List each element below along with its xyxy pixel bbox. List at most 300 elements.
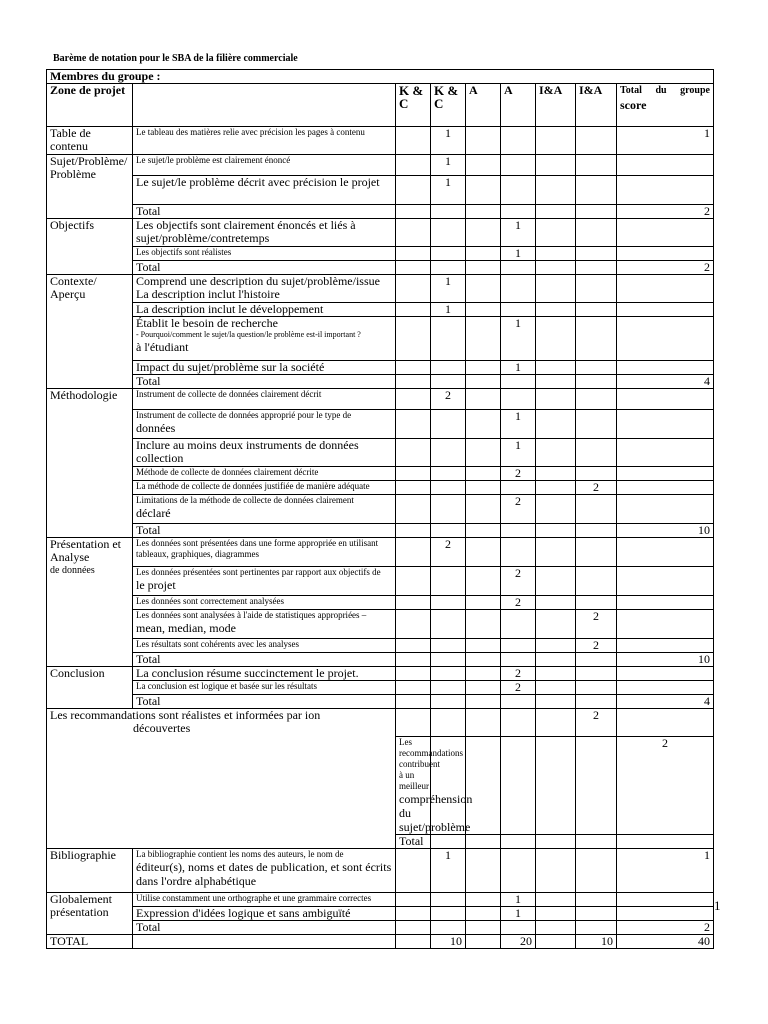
- score-cell: [431, 261, 466, 275]
- score-cell: [576, 127, 617, 155]
- total-cell: [617, 481, 714, 495]
- score-cell: [431, 567, 466, 596]
- score-cell: [617, 835, 714, 849]
- total-cell: [617, 709, 714, 737]
- score-cell: [536, 467, 576, 481]
- total-cell: 1: [617, 849, 714, 893]
- criteria-cell: [396, 835, 431, 849]
- table-row: [47, 667, 714, 681]
- grand-total-kc: 10: [431, 935, 466, 949]
- score-cell: [576, 567, 617, 596]
- grand-total-ia: 10: [576, 935, 617, 949]
- score-cell: [396, 389, 431, 410]
- criteria-cell: [133, 439, 396, 467]
- score-cell: [396, 127, 431, 155]
- table-row: [47, 481, 714, 495]
- score-cell: [536, 317, 576, 361]
- total-cell: [617, 907, 714, 921]
- score-cell: [396, 467, 431, 481]
- score-cell: [536, 667, 576, 681]
- score-cell: [396, 695, 431, 709]
- criteria-text: Instrument de collecte de données clairement décrit: [136, 389, 322, 399]
- score-cell: [576, 921, 617, 935]
- score-cell: [576, 653, 617, 667]
- zone-cell: [47, 389, 133, 538]
- zone-label: Table de contenu: [50, 126, 91, 153]
- score-cell: [536, 610, 576, 639]
- score-cell: [576, 524, 617, 538]
- criteria-cell: [133, 389, 396, 410]
- score-cell: [396, 709, 431, 737]
- score-cell: 2: [501, 681, 536, 695]
- criteria-text: Total: [136, 694, 161, 708]
- score-cell: [576, 205, 617, 219]
- score-cell: [536, 261, 576, 275]
- header-total: [617, 84, 714, 127]
- header-row: [47, 84, 714, 127]
- score-cell: [536, 524, 576, 538]
- score-cell: 1: [501, 439, 536, 467]
- score-cell: [536, 567, 576, 596]
- score-cell: [431, 639, 466, 653]
- score-cell: [396, 361, 431, 375]
- criteria-text: Établit le besoin de recherche: [136, 316, 278, 330]
- document-title: Barème de notation pour le SBA de la filière commerciale: [53, 53, 298, 64]
- table-row: [47, 681, 714, 695]
- score-cell: [431, 667, 466, 681]
- score-cell: [466, 155, 501, 176]
- score-cell: 2: [576, 709, 617, 737]
- criteria-note: - Pourquoi/comment le sujet/la question/le problème est-il important ?: [136, 330, 361, 339]
- score-cell: [576, 737, 617, 835]
- score-cell: [536, 275, 576, 303]
- criteria-text: La description inclut le développement: [136, 302, 324, 316]
- score-cell: [501, 275, 536, 303]
- criteria-text: Total: [136, 523, 161, 537]
- score-cell: [576, 303, 617, 317]
- zone-cell: [47, 893, 133, 935]
- criteria-text: Total: [136, 652, 161, 666]
- criteria-cell: [133, 907, 396, 921]
- total-cell: [617, 610, 714, 639]
- score-cell: [466, 247, 501, 261]
- score-cell: [466, 375, 501, 389]
- criteria-text: Le tableau des matières relie avec précision les pages à contenu: [136, 127, 365, 137]
- score-cell: [576, 467, 617, 481]
- score-cell: [466, 538, 501, 567]
- zone-label: Conclusion: [50, 666, 105, 680]
- total-cell: [617, 389, 714, 410]
- score-cell: [536, 695, 576, 709]
- score-cell: [501, 389, 536, 410]
- zone-cell: [47, 667, 133, 709]
- criteria-cell: [133, 303, 396, 317]
- score-cell: [536, 303, 576, 317]
- criteria-cell: [133, 567, 396, 596]
- zone-cell: [47, 275, 133, 389]
- header-total-label: Total du groupe: [620, 85, 710, 96]
- total-cell: [617, 155, 714, 176]
- score-cell: [576, 155, 617, 176]
- score-cell: [536, 596, 576, 610]
- table-row: [47, 219, 714, 247]
- score-cell: [431, 893, 466, 907]
- criteria-cell: [133, 261, 396, 275]
- score-cell: [396, 275, 431, 303]
- score-cell: 2: [576, 639, 617, 653]
- score-cell: [576, 410, 617, 439]
- zone-label: Sujet/Problème/ Problème: [50, 154, 128, 181]
- score-cell: [576, 907, 617, 921]
- score-cell: [576, 389, 617, 410]
- criteria-continuation: éditeur(s), noms et dates de publication, et sont écrits dans l'ordre alphabétique: [136, 860, 392, 888]
- total-cell: 4: [617, 375, 714, 389]
- score-cell: [536, 538, 576, 567]
- score-cell: 2: [576, 610, 617, 639]
- score-cell: [576, 439, 617, 467]
- score-cell: [576, 681, 617, 695]
- score-cell: [396, 667, 431, 681]
- score-cell: [396, 610, 431, 639]
- score-cell: [431, 219, 466, 247]
- total-cell: [617, 596, 714, 610]
- criteria-text: Méthode de collecte de données clairement décrite: [136, 467, 319, 477]
- score-cell: [396, 921, 431, 935]
- score-cell: [501, 205, 536, 219]
- zone-label: Les recommandations sont réalistes et informées par ion: [50, 708, 321, 722]
- score-cell: 1: [431, 127, 466, 155]
- total-cell: 4: [617, 695, 714, 709]
- header-ia-2: I&A: [576, 84, 617, 127]
- score-cell: [431, 695, 466, 709]
- score-cell: [431, 439, 466, 467]
- criteria-text: Instrument de collecte de données approprié pour le type de: [136, 410, 352, 420]
- score-cell: [466, 439, 501, 467]
- criteria-continuation: données: [136, 421, 176, 435]
- score-cell: [466, 610, 501, 639]
- grand-total-label: TOTAL: [47, 935, 133, 949]
- members-row: [47, 70, 714, 84]
- score-cell: [536, 639, 576, 653]
- score-cell: [466, 709, 501, 737]
- score-cell: [576, 538, 617, 567]
- criteria-text: Total: [399, 834, 424, 848]
- header-a-2: A: [501, 84, 536, 127]
- table-row: [47, 495, 714, 524]
- score-cell: 1: [501, 907, 536, 921]
- criteria-cell: [133, 695, 396, 709]
- score-cell: [431, 410, 466, 439]
- score-cell: [396, 261, 431, 275]
- score-cell: [396, 303, 431, 317]
- score-cell: [576, 375, 617, 389]
- total-cell: [617, 247, 714, 261]
- total-cell: [617, 219, 714, 247]
- score-cell: [501, 639, 536, 653]
- score-cell: [536, 410, 576, 439]
- grand-total-score: 40: [617, 935, 714, 949]
- zone-label: Méthodologie: [50, 388, 118, 402]
- score-cell: [536, 176, 576, 205]
- score-cell: [396, 155, 431, 176]
- score-cell: 2: [501, 495, 536, 524]
- score-cell: [466, 653, 501, 667]
- zone-cell: [47, 127, 133, 155]
- score-cell: [396, 205, 431, 219]
- score-cell: [466, 737, 501, 835]
- criteria-cell: [133, 481, 396, 495]
- score-cell: 2: [501, 567, 536, 596]
- score-cell: 1: [501, 247, 536, 261]
- score-cell: [576, 596, 617, 610]
- score-cell: 1: [431, 176, 466, 205]
- score-cell: [431, 921, 466, 935]
- score-cell: 2: [431, 538, 466, 567]
- score-cell: 2: [576, 481, 617, 495]
- criteria-cell: [133, 247, 396, 261]
- score-cell: [396, 596, 431, 610]
- table-row: [47, 538, 714, 567]
- score-cell: [466, 921, 501, 935]
- score-cell: [466, 205, 501, 219]
- score-cell: [431, 907, 466, 921]
- total-cell: [617, 538, 714, 567]
- score-cell: [576, 317, 617, 361]
- table-row: [47, 524, 714, 538]
- score-cell: [536, 893, 576, 907]
- total-cell: 2: [617, 921, 714, 935]
- score-cell: [466, 127, 501, 155]
- zone-label: Présentation et Analyse: [50, 537, 121, 564]
- score-cell: [466, 695, 501, 709]
- criteria-cell: [133, 361, 396, 375]
- criteria-text: Les recommandations contribuent à un meilleur: [399, 737, 463, 791]
- score-cell: [466, 219, 501, 247]
- score-cell: [466, 303, 501, 317]
- grand-total-a: 20: [501, 935, 536, 949]
- criteria-continuation: compréhension du sujet/problème: [399, 792, 473, 834]
- zone-label: Contexte/ Aperçu: [50, 274, 97, 301]
- header-criteria: [133, 84, 396, 127]
- score-cell: [466, 275, 501, 303]
- criteria-cell: [133, 410, 396, 439]
- total-cell: 2: [617, 205, 714, 219]
- score-cell: [536, 481, 576, 495]
- criteria-text: Les données sont correctement analysées: [136, 596, 284, 606]
- total-cell: [617, 439, 714, 467]
- score-cell: [431, 361, 466, 375]
- zone-sublabel: de données: [50, 565, 95, 576]
- score-cell: 1: [501, 317, 536, 361]
- score-cell: [466, 176, 501, 205]
- score-cell: [501, 653, 536, 667]
- score-cell: [396, 317, 431, 361]
- header-score: score: [620, 98, 647, 112]
- score-cell: [396, 567, 431, 596]
- zone-label: Objectifs: [50, 218, 94, 232]
- score-cell: [431, 653, 466, 667]
- criteria-continuation: déclaré: [136, 506, 171, 520]
- score-cell: 1: [501, 893, 536, 907]
- score-cell: [576, 495, 617, 524]
- score-cell: [431, 495, 466, 524]
- score-cell: [466, 317, 501, 361]
- criteria-continuation: le projet: [136, 578, 176, 592]
- score-cell: [466, 893, 501, 907]
- criteria-text: Le sujet/le problème est clairement énoncé: [136, 155, 291, 165]
- score-cell: [396, 681, 431, 695]
- criteria-cell: [133, 653, 396, 667]
- score-cell: [501, 921, 536, 935]
- score-cell: 1: [431, 275, 466, 303]
- score-cell: [396, 410, 431, 439]
- criteria-text: Impact du sujet/problème sur la société: [136, 360, 325, 374]
- table-row: [47, 467, 714, 481]
- total-cell: [617, 361, 714, 375]
- score-cell: 1: [431, 303, 466, 317]
- criteria-continuation: à l'étudiant: [136, 340, 189, 354]
- total-cell: [617, 681, 714, 695]
- total-cell: [617, 176, 714, 205]
- score-cell: [396, 375, 431, 389]
- score-cell: [501, 524, 536, 538]
- score-cell: [466, 261, 501, 275]
- total-cell: 2: [617, 261, 714, 275]
- criteria-cell: [133, 538, 396, 567]
- score-cell: [536, 907, 576, 921]
- criteria-cell: [133, 681, 396, 695]
- score-cell: [576, 261, 617, 275]
- criteria-text: Les données sont présentées dans une forme appropriée en utilisant tableaux, graphiques, diagrammes: [136, 538, 379, 559]
- criteria-cell: [133, 610, 396, 639]
- criteria-cell: [133, 639, 396, 653]
- criteria-cell: [133, 467, 396, 481]
- score-cell: [536, 361, 576, 375]
- criteria-cell: [133, 524, 396, 538]
- criteria-text: Expression d'idées logique et sans ambiguïté: [136, 906, 351, 920]
- score-cell: [396, 247, 431, 261]
- criteria-text: Les données sont analysées à l'aide de statistiques appropriées –: [136, 610, 367, 620]
- score-cell: [576, 849, 617, 893]
- score-cell: [396, 639, 431, 653]
- total-cell: [617, 667, 714, 681]
- score-cell: [576, 893, 617, 907]
- score-cell: [536, 389, 576, 410]
- criteria-continuation: découvertes: [133, 721, 191, 735]
- table-row: [47, 893, 714, 907]
- grand-total-ia1: [536, 935, 576, 949]
- criteria-text: Les objectifs sont clairement énoncés et liés à sujet/problème/contretemps: [136, 218, 356, 245]
- total-cell: [617, 567, 714, 596]
- criteria-cell: [133, 893, 396, 907]
- table-row: [47, 375, 714, 389]
- score-cell: [396, 439, 431, 467]
- score-cell: [431, 481, 466, 495]
- score-cell: [466, 639, 501, 653]
- table-row: [47, 907, 714, 921]
- score-cell: [501, 849, 536, 893]
- score-cell: [466, 849, 501, 893]
- score-cell: [466, 481, 501, 495]
- criteria-text: Comprend une description du sujet/problème/issue La description inclut l'histoire: [136, 274, 380, 301]
- zone-cell: [47, 538, 133, 667]
- criteria-text: La conclusion est logique et basée sur les résultats: [136, 681, 317, 691]
- score-cell: [536, 681, 576, 695]
- table-row: [47, 247, 714, 261]
- criteria-text: La bibliographie contient les noms des auteurs, le nom de: [136, 849, 344, 859]
- score-cell: [431, 596, 466, 610]
- zone-cell: [47, 219, 133, 275]
- score-cell: [396, 907, 431, 921]
- score-cell: [396, 893, 431, 907]
- score-cell: [396, 849, 431, 893]
- score-cell: [576, 219, 617, 247]
- criteria-text: Inclure au moins deux instruments de données collection: [136, 438, 359, 465]
- score-cell: [396, 524, 431, 538]
- score-cell: [536, 155, 576, 176]
- score-cell: 1: [431, 155, 466, 176]
- score-cell: [536, 709, 576, 737]
- criteria-text: Utilise constamment une orthographe et une grammaire correctes: [136, 893, 372, 903]
- score-cell: [536, 835, 576, 849]
- score-cell: [431, 610, 466, 639]
- grand-total-row: [47, 935, 714, 949]
- members-label: Membres du groupe :: [47, 70, 714, 84]
- score-cell: [466, 835, 501, 849]
- score-cell: [501, 709, 536, 737]
- total-cell: 10: [617, 524, 714, 538]
- score-cell: [396, 176, 431, 205]
- score-cell: [396, 495, 431, 524]
- score-cell: [501, 610, 536, 639]
- score-cell: [501, 835, 536, 849]
- score-cell: [576, 835, 617, 849]
- score-cell: [431, 524, 466, 538]
- score-cell: [536, 439, 576, 467]
- table-row: [47, 317, 714, 361]
- total-cell: [617, 639, 714, 653]
- zone-label: Globalement présentation: [50, 892, 112, 919]
- zone-cell: [47, 155, 133, 219]
- table-row: [47, 275, 714, 303]
- criteria-cell: [133, 219, 396, 247]
- zone-label: Bibliographie: [50, 848, 116, 862]
- score-cell: [396, 481, 431, 495]
- score-cell: [501, 303, 536, 317]
- score-cell: 1: [501, 410, 536, 439]
- zone-cell: [47, 849, 133, 893]
- score-cell: [536, 247, 576, 261]
- score-cell: [466, 596, 501, 610]
- score-cell: [431, 835, 466, 849]
- criteria-continuation: mean, median, mode: [136, 621, 236, 635]
- header-ia-1: I&A: [536, 84, 576, 127]
- criteria-cell: [133, 667, 396, 681]
- table-row: [47, 709, 714, 737]
- score-cell: [501, 481, 536, 495]
- score-cell: [536, 495, 576, 524]
- header-kc-2: K & C: [431, 84, 466, 127]
- criteria-text: Les objectifs sont réalistes: [136, 247, 232, 257]
- criteria-text: Total: [136, 204, 161, 218]
- criteria-cell: [133, 849, 396, 893]
- table-row: [47, 389, 714, 410]
- score-cell: [501, 737, 536, 835]
- total-cell: [617, 275, 714, 303]
- total-cell: [617, 495, 714, 524]
- score-cell: [431, 375, 466, 389]
- score-cell: [431, 709, 466, 737]
